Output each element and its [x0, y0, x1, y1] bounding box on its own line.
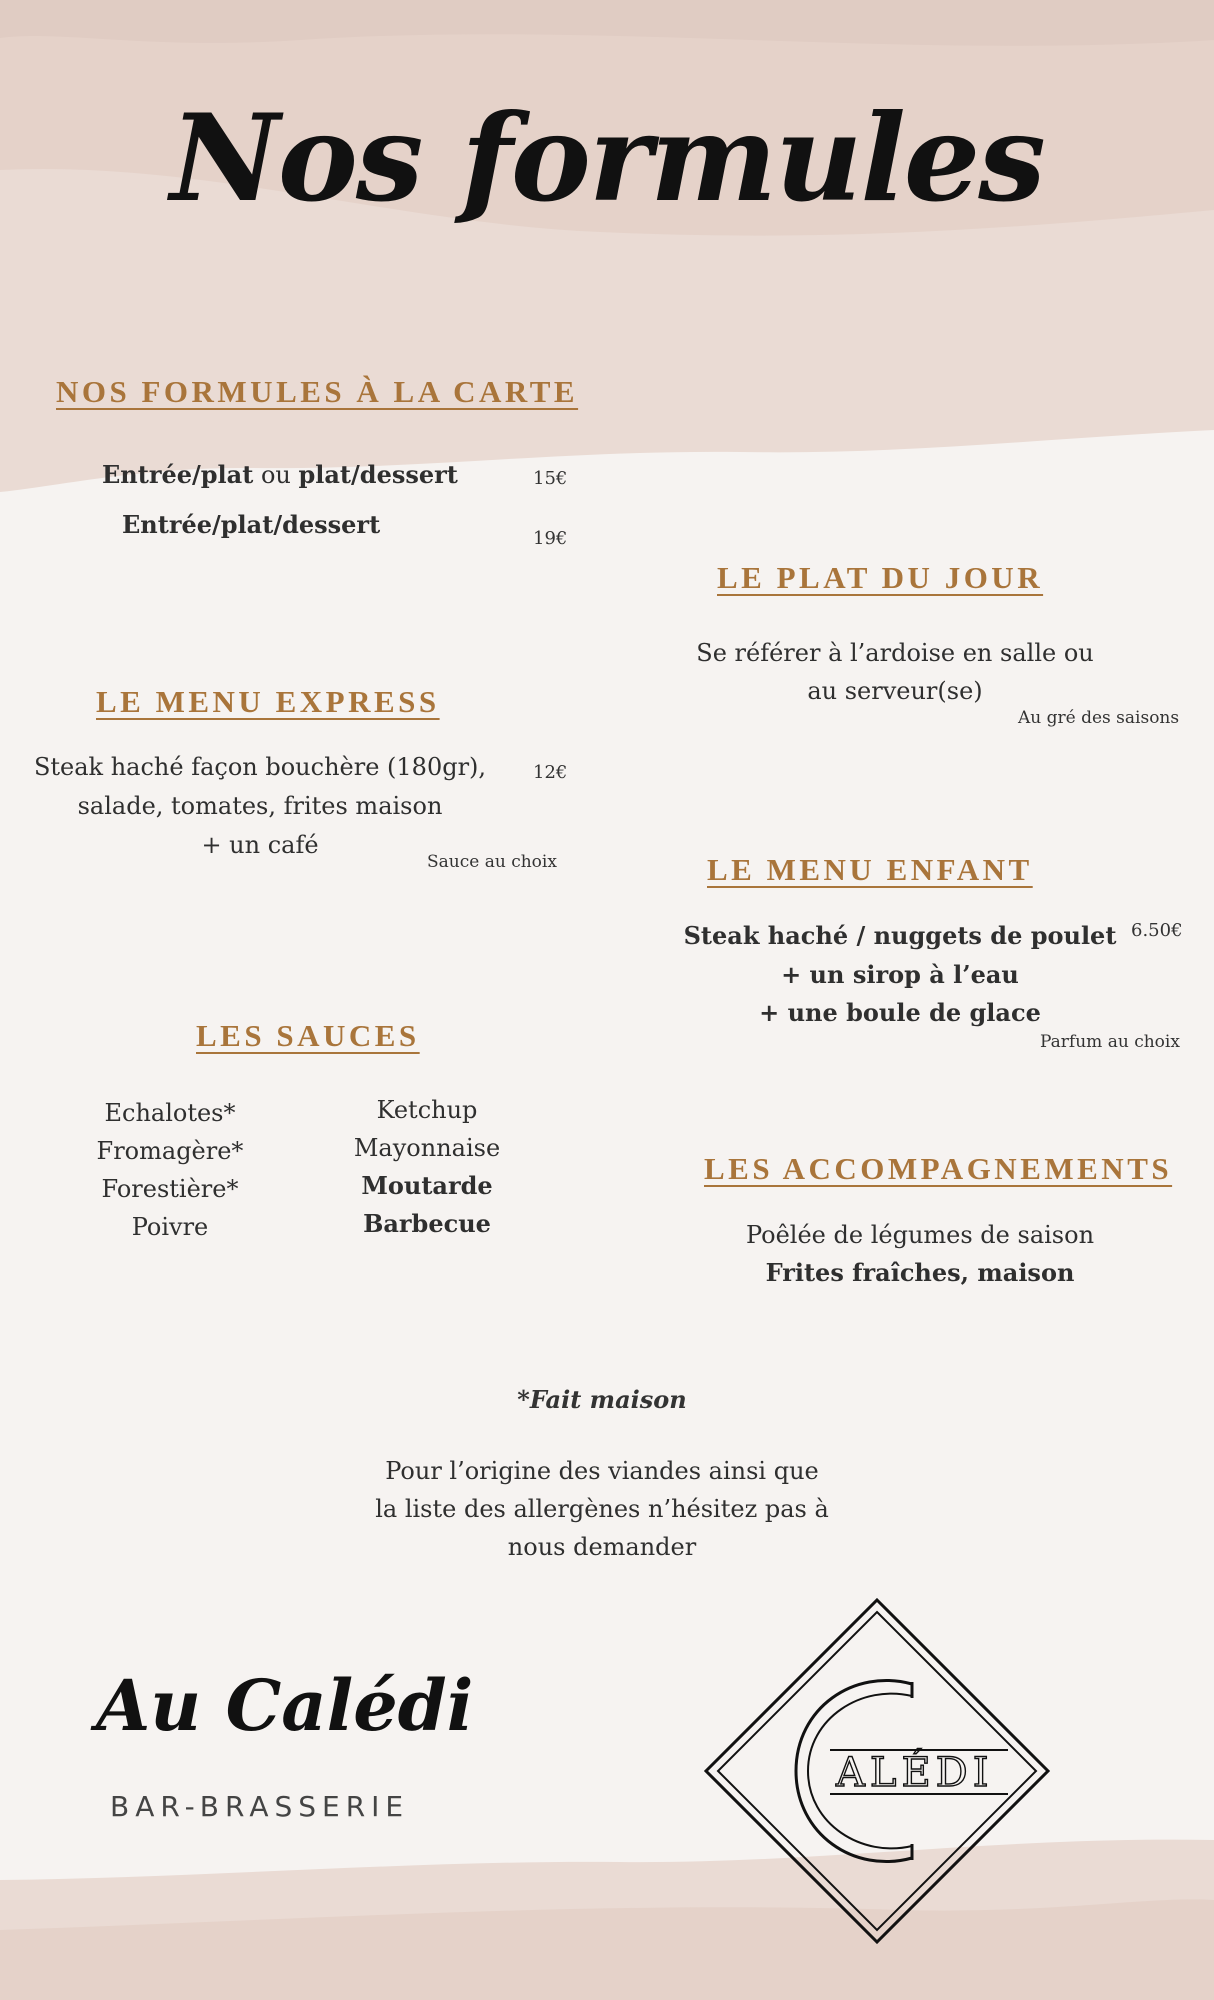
sauce-ketchup: Ketchup	[376, 1096, 478, 1124]
brand-subtitle: BAR-BRASSERIE	[110, 1790, 410, 1823]
accompagnement-legumes: Poêlée de légumes de saison	[745, 1221, 1095, 1249]
express-line3: + un café	[201, 831, 319, 859]
brand-name: Au Calédi	[96, 1664, 474, 1747]
fait-maison-note: *Fait maison	[517, 1385, 687, 1414]
heading-menu-express: LE MENU EXPRESS	[96, 684, 440, 719]
sauce-moutarde: Moutarde	[361, 1171, 493, 1200]
caledi-logo	[704, 1598, 1050, 1944]
info-line2: la liste des allergènes n’hésitez pas à	[375, 1495, 829, 1523]
heading-menu-enfant: LE MENU ENFANT	[707, 852, 1033, 887]
sauce-barbecue: Barbecue	[363, 1209, 491, 1238]
accompagnement-frites: Frites fraîches, maison	[765, 1258, 1075, 1287]
enfant-line3: + une boule de glace	[759, 998, 1041, 1027]
info-line1: Pour l’origine des viandes ainsi que	[385, 1457, 819, 1485]
price-formule-1: 15€	[533, 468, 568, 489]
price-express: 12€	[533, 762, 568, 783]
express-note: Sauce au choix	[427, 852, 557, 872]
formule-plat-dessert: plat/dessert	[298, 460, 458, 489]
plat-du-jour-note: Au gré des saisons	[1018, 708, 1180, 728]
formule-entree-plat-a: Entrée/plat	[102, 460, 254, 489]
enfant-line1: Steak haché / nuggets de poulet	[683, 921, 1117, 950]
formule-entree-plat	[102, 460, 458, 489]
page-title: Nos formules	[170, 88, 1044, 229]
heading-formules-carte: NOS FORMULES À LA CARTE	[56, 374, 579, 409]
enfant-note: Parfum au choix	[1040, 1032, 1180, 1052]
sauce-fromagere: Fromagère*	[96, 1137, 244, 1165]
price-enfant: 6.50€	[1131, 920, 1183, 941]
plat-du-jour-line2: au serveur(se)	[807, 677, 983, 705]
sauce-poivre: Poivre	[131, 1213, 209, 1241]
info-line3: nous demander	[507, 1533, 697, 1561]
express-line2: salade, tomates, frites maison	[77, 792, 443, 820]
formule-ou: ou	[253, 461, 299, 489]
price-formule-2: 19€	[533, 528, 568, 549]
logo-text: ALÉDI	[836, 1750, 994, 1796]
sauce-echalotes: Echalotes*	[104, 1099, 236, 1127]
sauce-mayonnaise: Mayonnaise	[353, 1134, 501, 1162]
heading-plat-du-jour: LE PLAT DU JOUR	[717, 560, 1044, 595]
enfant-line2: + un sirop à l’eau	[781, 960, 1019, 989]
sauces-left-list	[60, 1094, 280, 1246]
heading-sauces: LES SAUCES	[196, 1018, 420, 1053]
sauce-forestiere: Forestière*	[101, 1175, 239, 1203]
paper-band-top	[0, 0, 1214, 500]
express-line1: Steak haché façon bouchère (180gr),	[33, 753, 487, 781]
plat-du-jour-line1: Se référer à l’ardoise en salle ou	[696, 639, 1094, 667]
sauces-right-list	[317, 1091, 537, 1243]
heading-accompagnements: LES ACCOMPAGNEMENTS	[704, 1151, 1173, 1186]
formule-complete: Entrée/plat/dessert	[122, 510, 381, 539]
